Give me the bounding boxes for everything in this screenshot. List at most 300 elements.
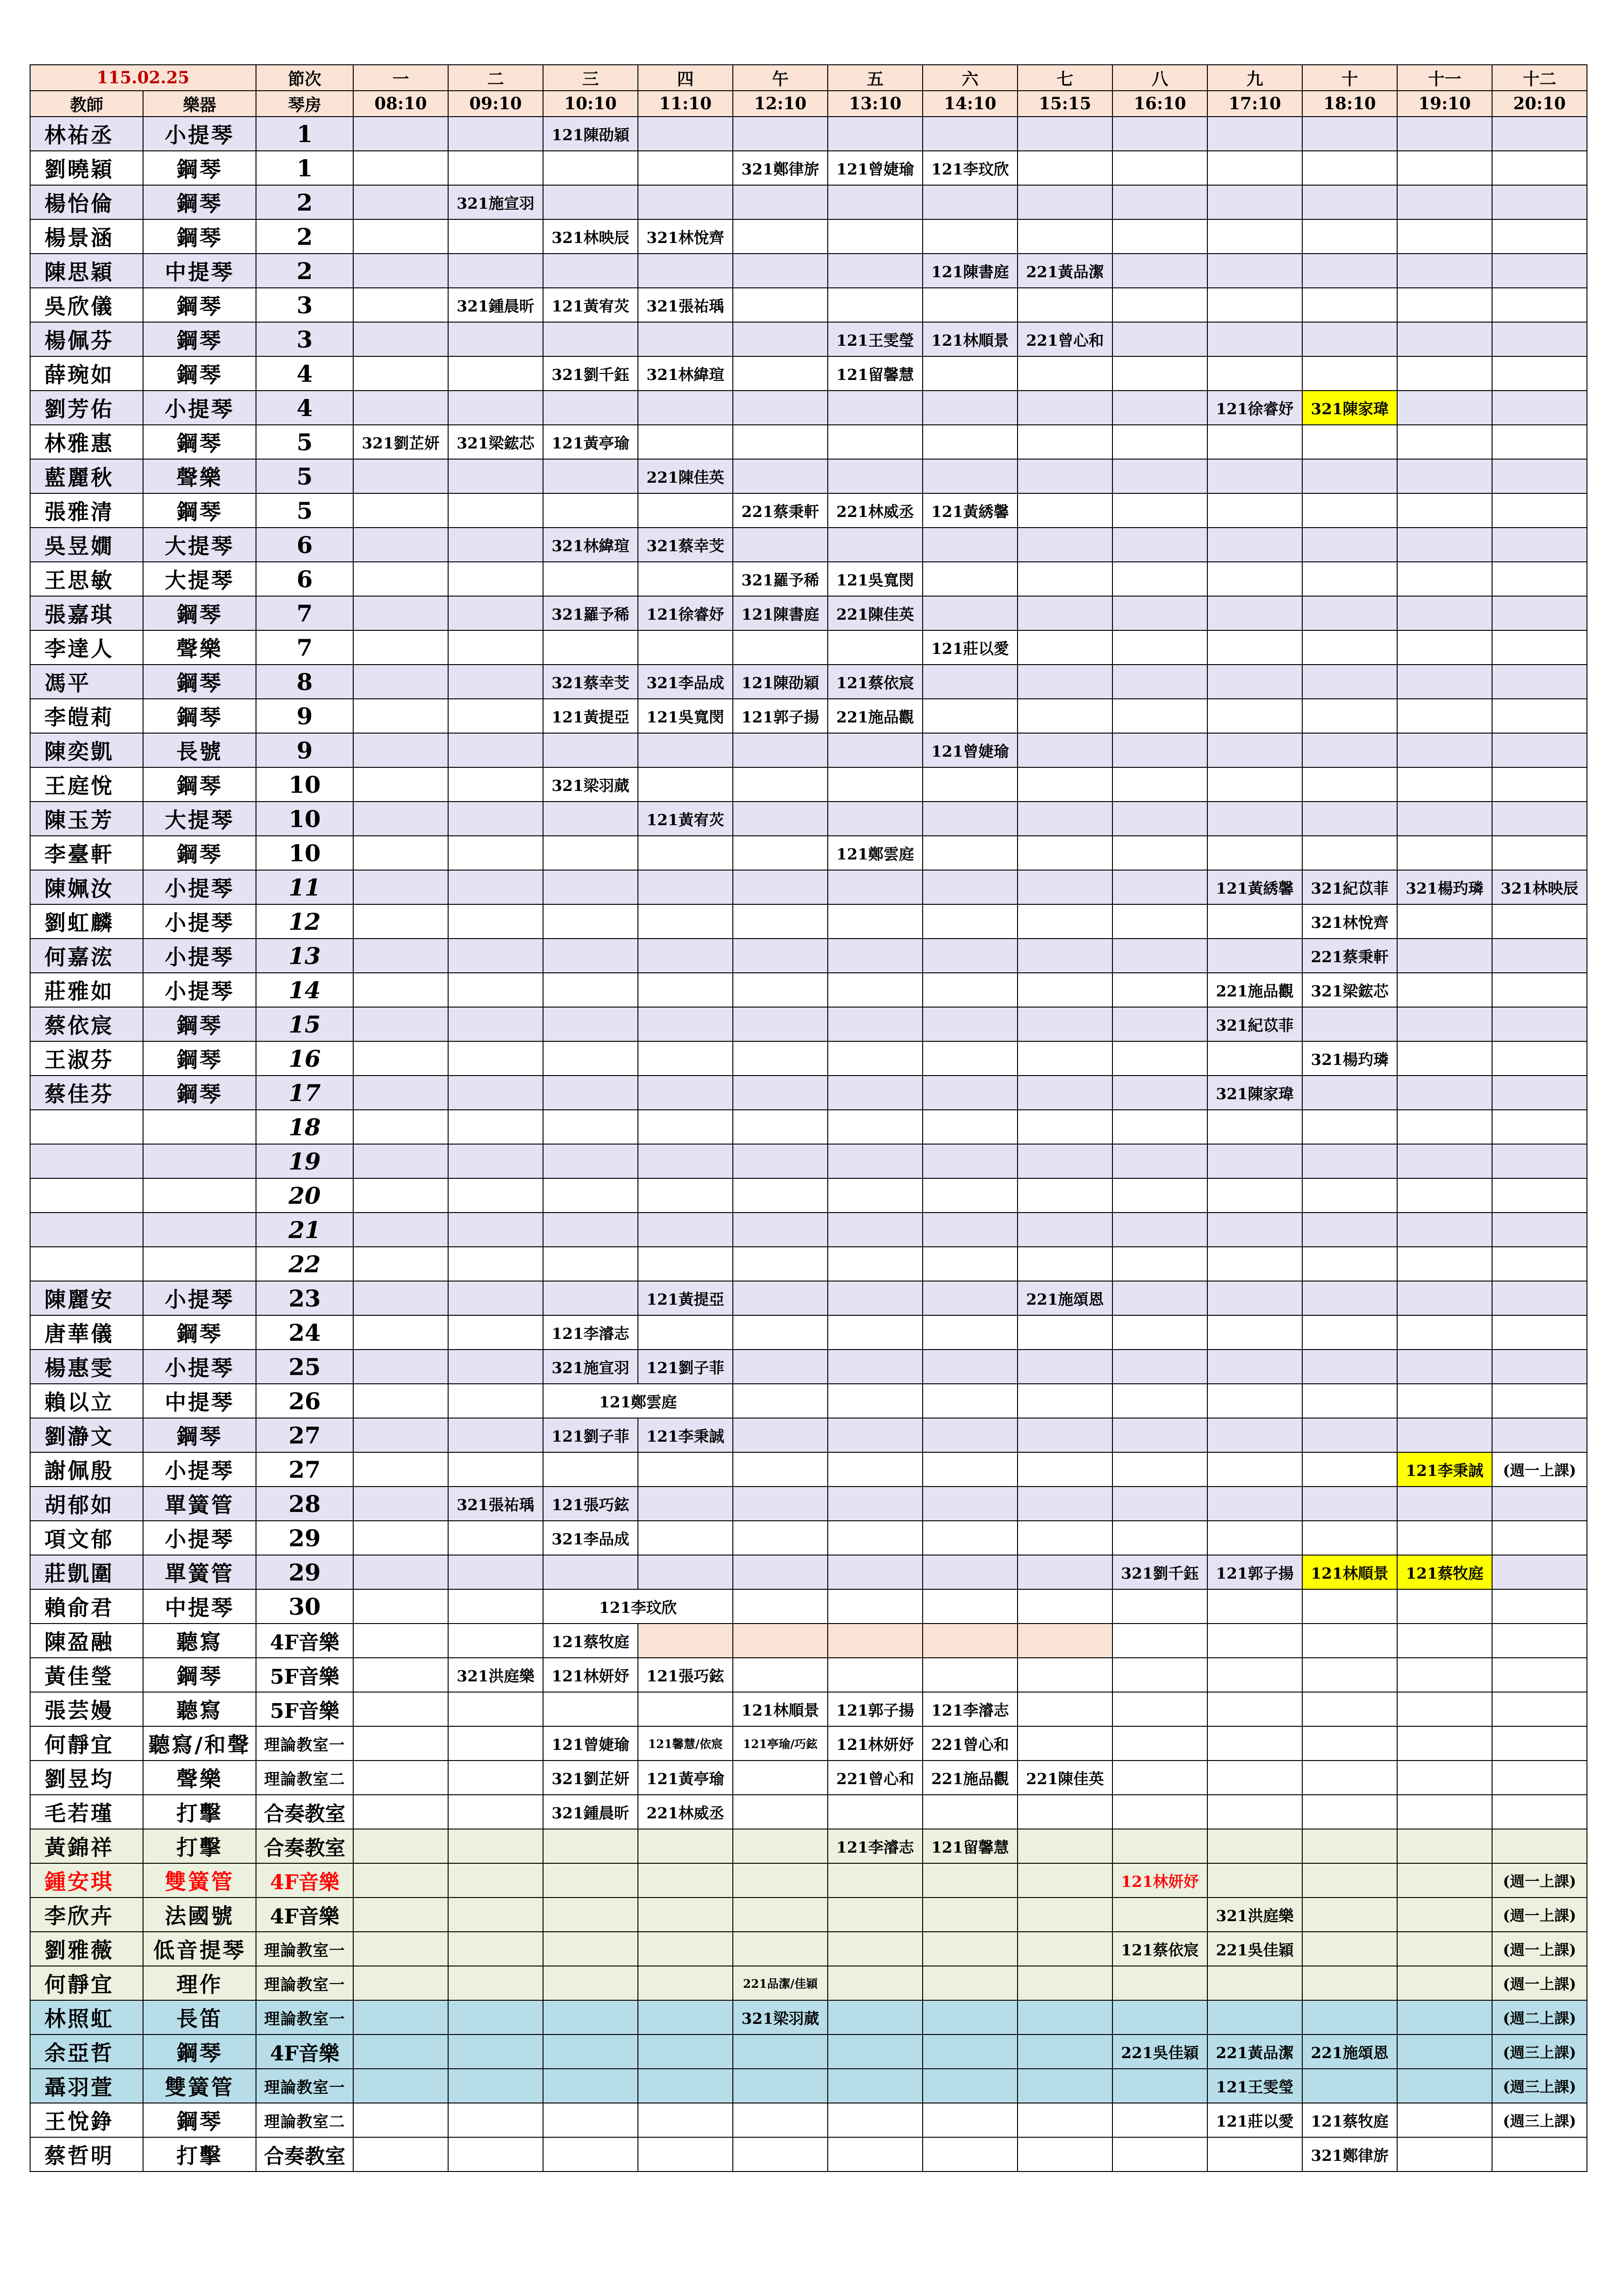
empty-slot (638, 904, 733, 939)
instrument-name: 鋼琴 (143, 2035, 256, 2069)
empty-slot (1018, 1692, 1112, 1726)
empty-slot (733, 904, 828, 939)
empty-slot (1112, 665, 1207, 699)
period-p10: 十 (1302, 65, 1397, 91)
empty-slot (733, 1658, 828, 1692)
teacher-name: 劉芳佑 (30, 391, 143, 425)
teacher-name: 楊惠雯 (30, 1350, 143, 1384)
class-slot: 321陳家瑋 (1302, 391, 1397, 425)
empty-slot (733, 1144, 828, 1178)
teacher-name (30, 1144, 143, 1178)
instrument-name: 小提琴 (143, 1452, 256, 1487)
empty-slot (353, 1247, 448, 1281)
empty-slot (923, 1384, 1018, 1418)
teacher-name: 劉瀞文 (30, 1418, 143, 1452)
empty-slot (543, 391, 638, 425)
empty-slot (543, 322, 638, 356)
schedule-row (30, 1624, 1587, 1658)
instrument-name: 小提琴 (143, 1281, 256, 1315)
empty-slot (828, 1281, 923, 1315)
empty-slot (638, 1487, 733, 1521)
room-number: 1 (256, 117, 353, 151)
empty-slot (1112, 1795, 1207, 1829)
empty-slot (1492, 836, 1587, 870)
empty-slot (638, 1898, 733, 1932)
empty-slot (353, 1658, 448, 1692)
room-number: 合奏教室 (256, 1795, 353, 1829)
empty-slot (353, 1178, 448, 1213)
empty-slot (1207, 733, 1302, 767)
empty-slot (543, 1110, 638, 1144)
schedule-row (30, 288, 1587, 322)
empty-slot (448, 1041, 543, 1076)
empty-slot (923, 1624, 1018, 1658)
empty-slot (1492, 2137, 1587, 2172)
empty-slot (1112, 939, 1207, 973)
weekday-note: (週一上課) (1492, 1932, 1587, 1966)
time-p9: 17:10 (1207, 91, 1302, 117)
empty-slot (448, 1144, 543, 1178)
empty-slot (1207, 1178, 1302, 1213)
empty-slot (1018, 939, 1112, 973)
empty-slot (1492, 596, 1587, 630)
empty-slot (1302, 528, 1397, 562)
empty-slot (1397, 425, 1492, 459)
instrument-name: 大提琴 (143, 802, 256, 836)
empty-slot (638, 391, 733, 425)
empty-slot (353, 1692, 448, 1726)
empty-slot (638, 733, 733, 767)
class-slot: 321紀苡菲 (1207, 1007, 1302, 1041)
empty-slot (448, 117, 543, 151)
empty-slot (448, 596, 543, 630)
empty-slot (1492, 1761, 1587, 1795)
empty-slot (828, 1315, 923, 1350)
empty-slot (638, 1041, 733, 1076)
empty-slot (923, 1863, 1018, 1898)
empty-slot (543, 562, 638, 596)
instrument-name: 鋼琴 (143, 185, 256, 219)
empty-slot (1207, 425, 1302, 459)
class-slot: 121徐睿妤 (638, 596, 733, 630)
empty-slot (733, 528, 828, 562)
instrument-name: 長笛 (143, 2000, 256, 2035)
schedule-row (30, 973, 1587, 1007)
empty-slot (1018, 1315, 1112, 1350)
instrument-name: 聲樂 (143, 1761, 256, 1795)
empty-slot (448, 1281, 543, 1315)
empty-slot (543, 1555, 638, 1589)
empty-slot (1112, 528, 1207, 562)
room-number: 合奏教室 (256, 1829, 353, 1863)
class-slot: 321梁鋐芯 (448, 425, 543, 459)
empty-slot (733, 1281, 828, 1315)
empty-slot (353, 1350, 448, 1384)
empty-slot (1302, 836, 1397, 870)
teacher-name: 陳姵汝 (30, 870, 143, 904)
empty-slot (923, 528, 1018, 562)
empty-slot (638, 1966, 733, 2000)
room-number: 17 (256, 1076, 353, 1110)
empty-slot (1018, 1418, 1112, 1452)
room-number: 24 (256, 1315, 353, 1350)
instrument-name: 鋼琴 (143, 1658, 256, 1692)
class-slot: 321林悅齊 (1302, 904, 1397, 939)
time-p4: 11:10 (638, 91, 733, 117)
empty-slot (1492, 733, 1587, 767)
class-slot: 221林威丞 (638, 1795, 733, 1829)
empty-slot (638, 1110, 733, 1144)
instrument-name: 小提琴 (143, 939, 256, 973)
empty-slot (448, 630, 543, 665)
teacher-name: 蔡哲明 (30, 2137, 143, 2172)
empty-slot (1302, 2000, 1397, 2035)
empty-slot (543, 1007, 638, 1041)
teacher-name: 劉虹麟 (30, 904, 143, 939)
schedule-row (30, 1452, 1587, 1487)
instrument-name (143, 1110, 256, 1144)
teacher-name: 黃錦祥 (30, 1829, 143, 1863)
empty-slot (448, 665, 543, 699)
class-slot: 121蔡牧庭 (543, 1624, 638, 1658)
empty-slot (1207, 1350, 1302, 1384)
schedule-row (30, 459, 1587, 493)
empty-slot (1018, 1829, 1112, 1863)
empty-slot (448, 1315, 543, 1350)
class-slot: 321劉千鈺 (1112, 1555, 1207, 1589)
empty-slot (1397, 2000, 1492, 2035)
empty-slot (353, 2035, 448, 2069)
empty-slot (1397, 767, 1492, 802)
class-slot: 121李玟欣 (923, 151, 1018, 185)
empty-slot (1018, 1041, 1112, 1076)
class-slot: 321陳家瑋 (1207, 1076, 1302, 1110)
schedule-row (30, 1418, 1587, 1452)
empty-slot (1112, 2000, 1207, 2035)
empty-slot (1397, 1281, 1492, 1315)
empty-slot (448, 1863, 543, 1898)
empty-slot (1112, 459, 1207, 493)
empty-slot (638, 1007, 733, 1041)
instrument-name: 打擊 (143, 1795, 256, 1829)
empty-slot (733, 1452, 828, 1487)
empty-slot (1302, 1795, 1397, 1829)
empty-slot (1018, 1966, 1112, 2000)
schedule-row (30, 802, 1587, 836)
empty-slot (1302, 767, 1397, 802)
empty-slot (733, 219, 828, 254)
empty-slot (1207, 1213, 1302, 1247)
empty-slot (353, 1932, 448, 1966)
empty-slot (1018, 2035, 1112, 2069)
empty-slot (733, 356, 828, 391)
schedule-row (30, 2103, 1587, 2137)
empty-slot (1302, 1761, 1397, 1795)
teacher-name: 馮平 (30, 665, 143, 699)
class-slot: 121黃綉馨 (1207, 870, 1302, 904)
empty-slot (923, 1144, 1018, 1178)
empty-slot (1018, 836, 1112, 870)
empty-slot (1492, 1829, 1587, 1863)
empty-slot (1112, 1761, 1207, 1795)
teacher-name: 劉雅薇 (30, 1932, 143, 1966)
empty-slot (828, 870, 923, 904)
empty-slot (828, 1384, 923, 1418)
empty-slot (353, 493, 448, 528)
empty-slot (828, 1213, 923, 1247)
empty-slot (353, 1110, 448, 1144)
empty-slot (448, 1178, 543, 1213)
empty-slot (543, 2103, 638, 2137)
empty-slot (638, 2069, 733, 2103)
empty-slot (638, 117, 733, 151)
empty-slot (1302, 2069, 1397, 2103)
class-slot: 321林悅齊 (638, 219, 733, 254)
empty-slot (1492, 1007, 1587, 1041)
empty-slot (923, 2035, 1018, 2069)
empty-slot (1302, 630, 1397, 665)
empty-slot (828, 1624, 923, 1658)
empty-slot (1112, 1110, 1207, 1144)
teacher-header: 教師 (30, 91, 143, 117)
empty-slot (1492, 1110, 1587, 1144)
room-number: 21 (256, 1213, 353, 1247)
empty-slot (1207, 2000, 1302, 2035)
empty-slot (1397, 1315, 1492, 1350)
class-slot: 121李玟欣 (543, 1589, 733, 1624)
teacher-name: 陳玉芳 (30, 802, 143, 836)
empty-slot (733, 1247, 828, 1281)
empty-slot (1397, 973, 1492, 1007)
teacher-name: 楊佩芬 (30, 322, 143, 356)
class-slot: 321鄭律旂 (733, 151, 828, 185)
empty-slot (448, 493, 543, 528)
empty-slot (1207, 1247, 1302, 1281)
teacher-name: 蔡佳芬 (30, 1076, 143, 1110)
empty-slot (1492, 185, 1587, 219)
room-number: 7 (256, 596, 353, 630)
empty-slot (1018, 1452, 1112, 1487)
empty-slot (1112, 493, 1207, 528)
empty-slot (1112, 733, 1207, 767)
class-slot: 221品潔/佳穎 (733, 1966, 828, 2000)
empty-slot (1112, 1178, 1207, 1213)
empty-slot (828, 2103, 923, 2137)
empty-slot (448, 356, 543, 391)
empty-slot (1302, 1110, 1397, 1144)
empty-slot (1302, 699, 1397, 733)
teacher-name: 陳思穎 (30, 254, 143, 288)
empty-slot (733, 630, 828, 665)
instrument-name: 中提琴 (143, 254, 256, 288)
instrument-name: 理作 (143, 1966, 256, 2000)
room-number: 合奏教室 (256, 2137, 353, 2172)
schedule-row (30, 870, 1587, 904)
room-number: 4F音樂 (256, 1898, 353, 1932)
empty-slot (448, 2137, 543, 2172)
empty-slot (1492, 288, 1587, 322)
empty-slot (638, 1315, 733, 1350)
teacher-name: 劉昱均 (30, 1761, 143, 1795)
empty-slot (1492, 219, 1587, 254)
teacher-name: 楊景涵 (30, 219, 143, 254)
empty-slot (1397, 2137, 1492, 2172)
period-p3: 三 (543, 65, 638, 91)
empty-slot (1207, 1281, 1302, 1315)
empty-slot (923, 219, 1018, 254)
empty-slot (353, 1213, 448, 1247)
empty-slot (1112, 1521, 1207, 1555)
empty-slot (733, 1795, 828, 1829)
empty-slot (353, 1555, 448, 1589)
empty-slot (1018, 1384, 1112, 1418)
empty-slot (1112, 1315, 1207, 1350)
schedule-row (30, 1966, 1587, 2000)
empty-slot (923, 1281, 1018, 1315)
room-number: 16 (256, 1041, 353, 1076)
empty-slot (733, 870, 828, 904)
empty-slot (733, 1555, 828, 1589)
empty-slot (1207, 151, 1302, 185)
empty-slot (828, 1076, 923, 1110)
empty-slot (828, 254, 923, 288)
empty-slot (828, 2069, 923, 2103)
instrument-name: 鋼琴 (143, 1041, 256, 1076)
empty-slot (733, 767, 828, 802)
schedule-row (30, 2137, 1587, 2172)
empty-slot (828, 1452, 923, 1487)
empty-slot (828, 1932, 923, 1966)
class-slot: 121陳書庭 (923, 254, 1018, 288)
empty-slot (353, 870, 448, 904)
empty-slot (638, 1452, 733, 1487)
empty-slot (1397, 1863, 1492, 1898)
class-slot: 121林順景 (923, 322, 1018, 356)
empty-slot (543, 1281, 638, 1315)
empty-slot (1018, 459, 1112, 493)
empty-slot (353, 1452, 448, 1487)
schedule-row (30, 904, 1587, 939)
empty-slot (733, 1178, 828, 1213)
class-slot: 321羅予稀 (733, 562, 828, 596)
empty-slot (923, 596, 1018, 630)
teacher-name: 陳麗安 (30, 1281, 143, 1315)
empty-slot (448, 802, 543, 836)
class-slot: 221施品觀 (1207, 973, 1302, 1007)
instrument-name: 大提琴 (143, 562, 256, 596)
instrument-name: 中提琴 (143, 1589, 256, 1624)
class-slot: 221蔡秉軒 (733, 493, 828, 528)
empty-slot (543, 1041, 638, 1076)
empty-slot (353, 699, 448, 733)
empty-slot (353, 117, 448, 151)
time-p11: 19:10 (1397, 91, 1492, 117)
empty-slot (1397, 733, 1492, 767)
empty-slot (1207, 1863, 1302, 1898)
empty-slot (1018, 288, 1112, 322)
empty-slot (1207, 1315, 1302, 1350)
empty-slot (543, 733, 638, 767)
empty-slot (353, 904, 448, 939)
empty-slot (923, 459, 1018, 493)
class-slot: 321蔡幸芠 (543, 665, 638, 699)
class-slot: 121張巧鉉 (543, 1487, 638, 1521)
instrument-name: 小提琴 (143, 1350, 256, 1384)
empty-slot (1112, 1829, 1207, 1863)
class-slot: 121鄭雲庭 (828, 836, 923, 870)
room-number: 5F音樂 (256, 1658, 353, 1692)
empty-slot (1397, 288, 1492, 322)
empty-slot (1112, 630, 1207, 665)
empty-slot (1397, 1144, 1492, 1178)
empty-slot (1112, 1692, 1207, 1726)
period-noon: 午 (733, 65, 828, 91)
instrument-name: 鋼琴 (143, 699, 256, 733)
class-slot: 121黃綉馨 (923, 493, 1018, 528)
empty-slot (543, 1213, 638, 1247)
instrument-name: 小提琴 (143, 117, 256, 151)
empty-slot (1112, 2103, 1207, 2137)
empty-slot (1492, 1247, 1587, 1281)
time-p10: 18:10 (1302, 91, 1397, 117)
empty-slot (1112, 254, 1207, 288)
class-slot: 121黃提亞 (543, 699, 638, 733)
empty-slot (1112, 2137, 1207, 2172)
empty-slot (1112, 1213, 1207, 1247)
room-number: 29 (256, 1555, 353, 1589)
empty-slot (1207, 356, 1302, 391)
teacher-name: 聶羽萱 (30, 2069, 143, 2103)
instrument-name: 聲樂 (143, 630, 256, 665)
empty-slot (923, 904, 1018, 939)
empty-slot (1018, 2000, 1112, 2035)
empty-slot (1207, 1521, 1302, 1555)
empty-slot (1397, 1041, 1492, 1076)
room-number: 23 (256, 1281, 353, 1315)
class-slot: 321林緯瑄 (638, 356, 733, 391)
empty-slot (638, 870, 733, 904)
empty-slot (1397, 356, 1492, 391)
instrument-name: 大提琴 (143, 528, 256, 562)
empty-slot (923, 1452, 1018, 1487)
room-number: 1 (256, 151, 353, 185)
empty-slot (638, 2103, 733, 2137)
empty-slot (1302, 1281, 1397, 1315)
room-number: 理論教室二 (256, 2103, 353, 2137)
empty-slot (923, 185, 1018, 219)
empty-slot (448, 1418, 543, 1452)
empty-slot (353, 1418, 448, 1452)
empty-slot (1492, 1726, 1587, 1761)
empty-slot (448, 1692, 543, 1726)
empty-slot (733, 322, 828, 356)
empty-slot (828, 1350, 923, 1384)
empty-slot (733, 1487, 828, 1521)
empty-slot (448, 939, 543, 973)
class-slot: 321林映辰 (1492, 870, 1587, 904)
empty-slot (1018, 151, 1112, 185)
teacher-name: 王悅錚 (30, 2103, 143, 2137)
empty-slot (448, 254, 543, 288)
room-number: 理論教室一 (256, 1966, 353, 2000)
empty-slot (923, 1247, 1018, 1281)
class-slot: 121曾婕瑜 (923, 733, 1018, 767)
empty-slot (1302, 425, 1397, 459)
empty-slot (638, 767, 733, 802)
teacher-name: 黃佳瑩 (30, 1658, 143, 1692)
empty-slot (828, 1487, 923, 1521)
empty-slot (638, 1624, 733, 1658)
